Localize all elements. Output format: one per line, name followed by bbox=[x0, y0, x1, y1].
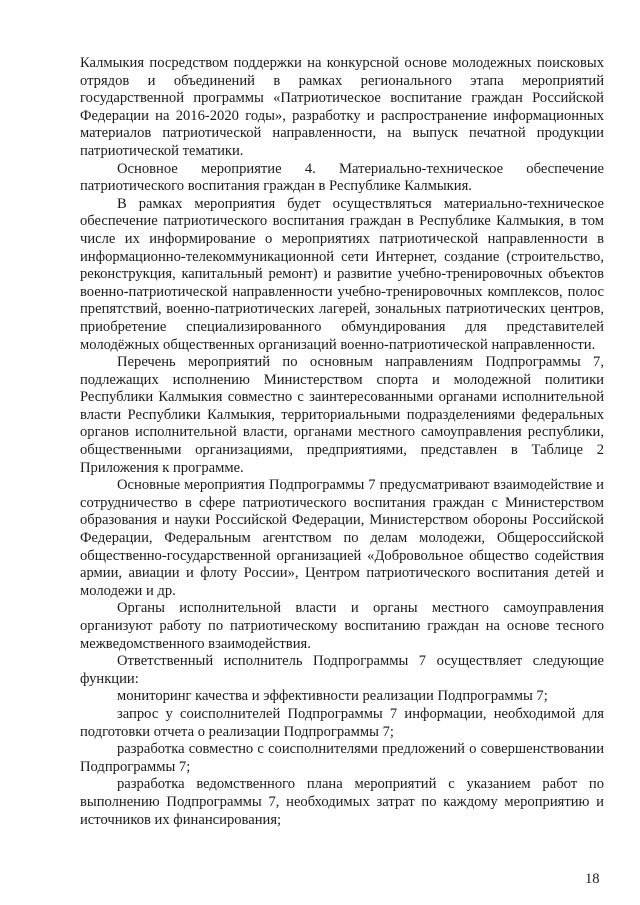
paragraph-2: Основное мероприятие 4. Материально-техническое обеспечение патриотического воспитания граждан в Республике Калмыкия. bbox=[80, 160, 604, 195]
page-number: 18 bbox=[585, 871, 600, 887]
paragraph-6: Органы исполнительной власти и органы местного самоуправления организуют работу по патриотическому воспитанию граждан на основе тесного межведомственного взаимодействия. bbox=[80, 600, 604, 652]
paragraph-7: Ответственный исполнитель Подпрограммы 7 осуществляет следующие функции: bbox=[80, 653, 604, 687]
paragraph-5: Основные мероприятия Подпрограммы 7 предусматривают взаимодействие и сотрудничество в сфере патриотического воспитания граждан с Министерством образования и науки Российской Федерации, Министерством обороны Российской Федерации, Федеральным агентством по делам молодежи, Общероссийской общественно-государственной организацией «Добровольное общество содействия армии, авиации и флоту России», Центром патриотического воспитания детей и молодежи и др. bbox=[80, 477, 604, 599]
paragraph-4: Перечень мероприятий по основным направлениям Подпрограммы 7, подлежащих исполнению Министерством спорта и молодежной политики Республики Калмыкия совместно с заинтересованными органами исполнительной власти Республики Калмыкия, территориальными подразделениями федеральных органов исполнительной власти, органами местного самоуправления республики, общественными организациями, предприятиями, представлен в Таблице 2 Приложения к программе. bbox=[80, 354, 604, 476]
paragraph-8: мониторинг качества и эффективности реализации Подпрограммы 7; bbox=[117, 688, 548, 705]
paragraph-9: запрос у соисполнителей Подпрограммы 7 информации, необходимой для подготовки отчета о реализации Подпрограммы 7; bbox=[80, 705, 604, 740]
paragraph-10: разработка совместно с соисполнителями предложений о совершенствовании Подпрограммы 7; bbox=[80, 741, 604, 775]
paragraph-3: В рамках мероприятия будет осуществляться материально-техническое обеспечение патриотического воспитания граждан в Республике Калмыкия, в том числе их информирование о мероприятиях патриотической направленности в информационно-телекоммуникационной сети Интернет, создание (строительство, реконструкция, капитальный ремонт) и развитие учебно-тренировочных объектов военно-патриотической направленности учебно-тренировочных комплексов, полос препятствий, военно-патриотических лагерей, зональных патриотических центров, приобретение специализированного обмундирования для представителей молодёжных общественных организаций военно-патриотической направленности. bbox=[80, 195, 604, 353]
paragraph-11: разработка ведомственного плана мероприятий с указанием работ по выполнению Подпрограммы 7, необходимых затрат по каждому мероприятию и источников их финансирования; bbox=[80, 776, 604, 828]
body-text bbox=[80, 55, 604, 829]
paragraph-1: Калмыкия посредством поддержки на конкурсной основе молодежных поисковых отрядов и объединений в рамках регионального этапа мероприятий государственной программы «Патриотическое воспитание граждан Российской Федерации на 2016-2020 годы», разработку и распространение информационных материалов патриотической направленности, на выпуск печатной продукции патриотической тематики. bbox=[80, 55, 604, 159]
